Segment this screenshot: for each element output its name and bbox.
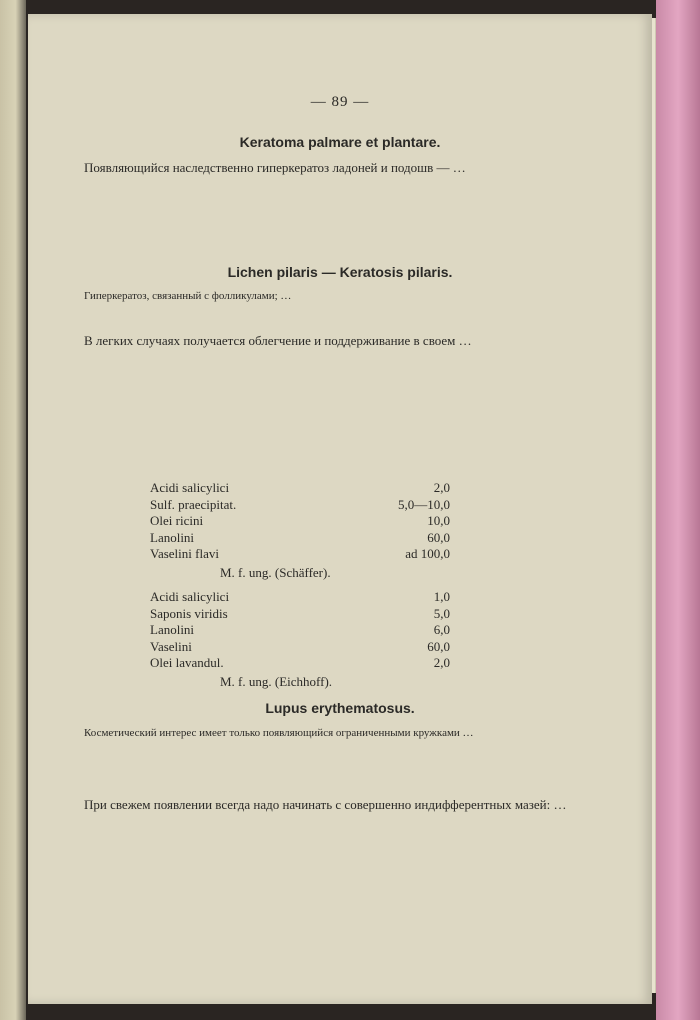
formula-row: Vaselini 60,0	[150, 638, 450, 654]
formula-row: Acidi salicylici 1,0	[150, 589, 450, 604]
formula-row: Lanolini 6,0	[150, 622, 450, 637]
formula-row: Olei lavandul. 2,0	[150, 655, 450, 670]
section-paragraph: Появляющийся наследственно гиперкератоз ладоней и подошв — …	[84, 160, 466, 175]
formula-row: Olei ricini 10,0	[150, 513, 450, 528]
formula-signature: M. f. ung. (Schäffer).	[220, 564, 331, 580]
formula-row: Lanolini 60,0	[150, 529, 450, 545]
book-page	[28, 14, 652, 1004]
prescription-formula	[150, 589, 450, 690]
book-binding	[0, 0, 26, 1020]
section-heading: Lichen pilaris — Keratosis pilaris.	[227, 264, 453, 280]
section-paragraph: При свежем появлении всегда надо начинать с совершенно индифферентных мазей: …	[84, 797, 567, 812]
page-number: — 89 —	[310, 94, 370, 110]
formula-row: Saponis viridis 5,0	[150, 605, 450, 621]
formula-row: Sulf. praecipitat. 5,0—10,0	[150, 496, 450, 512]
formula-row: Acidi salicylici 2,0	[150, 480, 450, 495]
section-paragraph: В легких случаях получается облегчение и поддерживание в своем …	[84, 333, 472, 348]
section-note: Гиперкератоз, связанный с фолликулами; …	[84, 290, 292, 302]
section-heading: Keratoma palmare et plantare.	[239, 134, 441, 150]
formula-row: Vaselini flavi ad 100,0	[150, 546, 450, 561]
formula-signature: M. f. ung. (Eichhoff).	[220, 673, 333, 689]
book-cover-edge	[656, 0, 700, 1020]
prescription-formula	[150, 480, 450, 581]
section-heading: Lupus erythematosus.	[265, 700, 415, 716]
section-note: Косметический интерес имеет только появляющийся ограниченными кружками …	[84, 727, 474, 739]
